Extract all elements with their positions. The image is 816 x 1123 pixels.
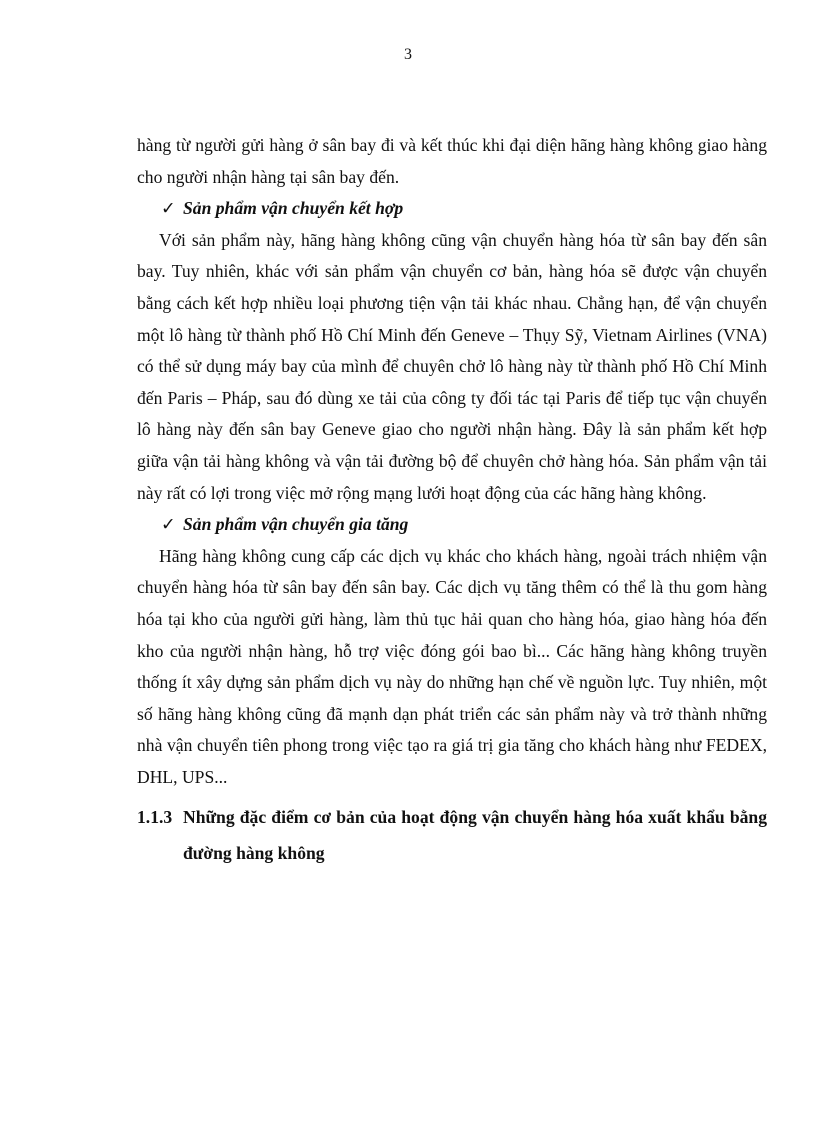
intro-paragraph: hàng từ người gửi hàng ở sân bay đi và kết thúc khi đại diện hãng hàng không giao hàng cho người nhận hàng tại sân bay đến. bbox=[137, 135, 767, 187]
value-added-product-paragraph: Hãng hàng không cung cấp các dịch vụ khác cho khách hàng, ngoài trách nhiệm vận chuyển hàng hóa từ sân bay đến sân bay. Các dịch vụ tăng thêm có thể là thu gom hàng hóa tại kho của người gửi hàng, làm thủ tục hải quan cho hàng hóa, giao hàng hóa đến kho của người nhận hàng, hỗ trợ việc đóng gói bao bì... Các hãng hàng không truyền thống ít xây dựng sản phẩm dịch vụ này do những hạn chế về nguồn lực. Tuy nhiên, một số hãng hàng không cũng đã mạnh dạn phát triển các sản phẩm này và trở thành những nhà vận chuyển tiên phong trong việc tạo ra giá trị gia tăng cho khách hàng như FEDEX, DHL, UPS... bbox=[137, 545, 767, 787]
value-added-product-heading-text: Sản phẩm vận chuyển gia tăng bbox=[183, 514, 409, 535]
value-added-product-heading bbox=[137, 509, 767, 541]
combined-product-heading-text: Sản phẩm vận chuyển kết hợp bbox=[183, 198, 404, 219]
section-heading bbox=[137, 799, 767, 871]
combined-product-paragraph: Với sản phẩm này, hãng hàng không cũng vận chuyển hàng hóa từ sân bay đến sân bay. Tuy nhiên, khác với sản phẩm vận chuyển cơ bản, hàng hóa sẽ được vận chuyển bằng cách kết hợp nhiều loại phương tiện vận tải khác nhau. Chẳng hạn, để vận chuyển một lô hàng từ thành phố Hồ Chí Minh đến Geneve – Thụy Sỹ, Vietnam Airlines (VNA) có thể sử dụng máy bay của mình để chuyên chở lô hàng này từ thành phố Hồ Chí Minh đến Paris – Pháp, sau đó dùng xe tải của công ty đối tác tại Paris để tiếp tục vận chuyển lô hàng này đến sân bay Geneve giao cho người nhận hàng. Đây là sản phẩm kết hợp giữa vận tải hàng không và vận tải đường bộ để chuyên chở hàng hóa. Sản phẩm vận tải này rất có lợi trong việc mở rộng mạng lưới hoạt động của các hãng hàng không. bbox=[137, 229, 767, 503]
checkmark-icon: ✓ bbox=[161, 514, 176, 535]
combined-product-heading bbox=[137, 193, 767, 225]
section-title: Những đặc điểm cơ bản của hoạt động vận chuyển hàng hóa xuất khẩu bằng đường hàng không bbox=[183, 807, 767, 864]
checkmark-icon: ✓ bbox=[161, 198, 176, 219]
page-content bbox=[137, 130, 767, 871]
page-number: 3 bbox=[404, 46, 412, 63]
section-number: 1.1.3 bbox=[137, 807, 173, 828]
